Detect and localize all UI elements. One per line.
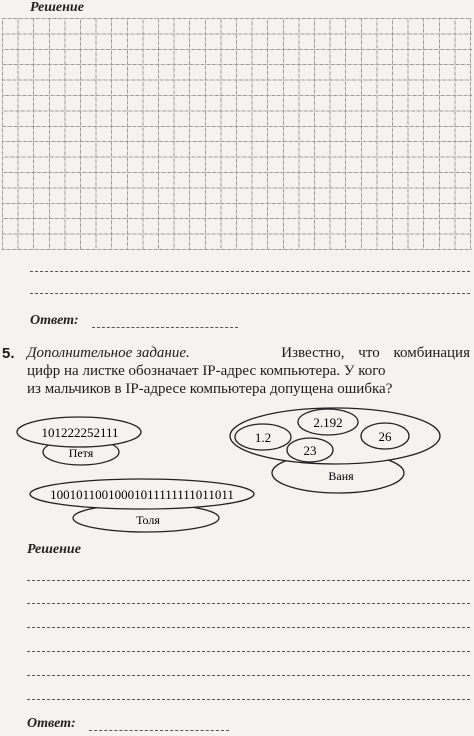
- solution-label-top: Решение: [30, 0, 84, 15]
- vanya-figure: [230, 408, 440, 493]
- task-intro: Дополнительное задание.: [27, 345, 190, 361]
- solution-grid[interactable]: [2, 18, 472, 250]
- answer-label-top: Ответ:: [30, 313, 79, 328]
- vanya-part-3-text: 23: [303, 443, 317, 458]
- tolya-number: 10010110010001011111111011011: [50, 487, 234, 502]
- task-line2: цифр на листке обозначает IP-адрес компьютера. У кого: [27, 363, 386, 379]
- answer-line[interactable]: [30, 271, 470, 272]
- solution-line[interactable]: [27, 675, 470, 676]
- petya-name: Петя: [68, 446, 94, 460]
- solution-line[interactable]: [27, 603, 470, 604]
- ip-figures: [0, 400, 474, 535]
- task-line3: из мальчиков в IP-адресе компьютера допущена ошибка?: [27, 381, 393, 397]
- solution-label-bottom: Решение: [27, 542, 81, 557]
- vanya-part-1-text: 1.2: [254, 430, 272, 445]
- task-line1: Известно, что комбинация: [281, 345, 470, 361]
- answer-label-bottom: Ответ:: [27, 716, 76, 731]
- solution-line[interactable]: [27, 699, 470, 700]
- vanya-name: Ваня: [328, 469, 354, 483]
- task-number: 5.: [2, 345, 15, 362]
- task-text: [27, 344, 470, 398]
- answer-field-top[interactable]: [92, 327, 238, 328]
- solution-line[interactable]: [27, 651, 470, 652]
- vanya-part-2-text: 2.192: [313, 415, 343, 430]
- petya-figure: [17, 417, 141, 465]
- petya-number: 101222252111: [41, 425, 119, 440]
- solution-line[interactable]: [27, 580, 470, 581]
- answer-line[interactable]: [30, 293, 470, 294]
- vanya-part-4-text: 26: [378, 429, 392, 444]
- answer-field-bottom[interactable]: [89, 730, 229, 731]
- tolya-figure: [30, 479, 254, 532]
- tolya-name: Толя: [136, 513, 160, 527]
- solution-line[interactable]: [27, 627, 470, 628]
